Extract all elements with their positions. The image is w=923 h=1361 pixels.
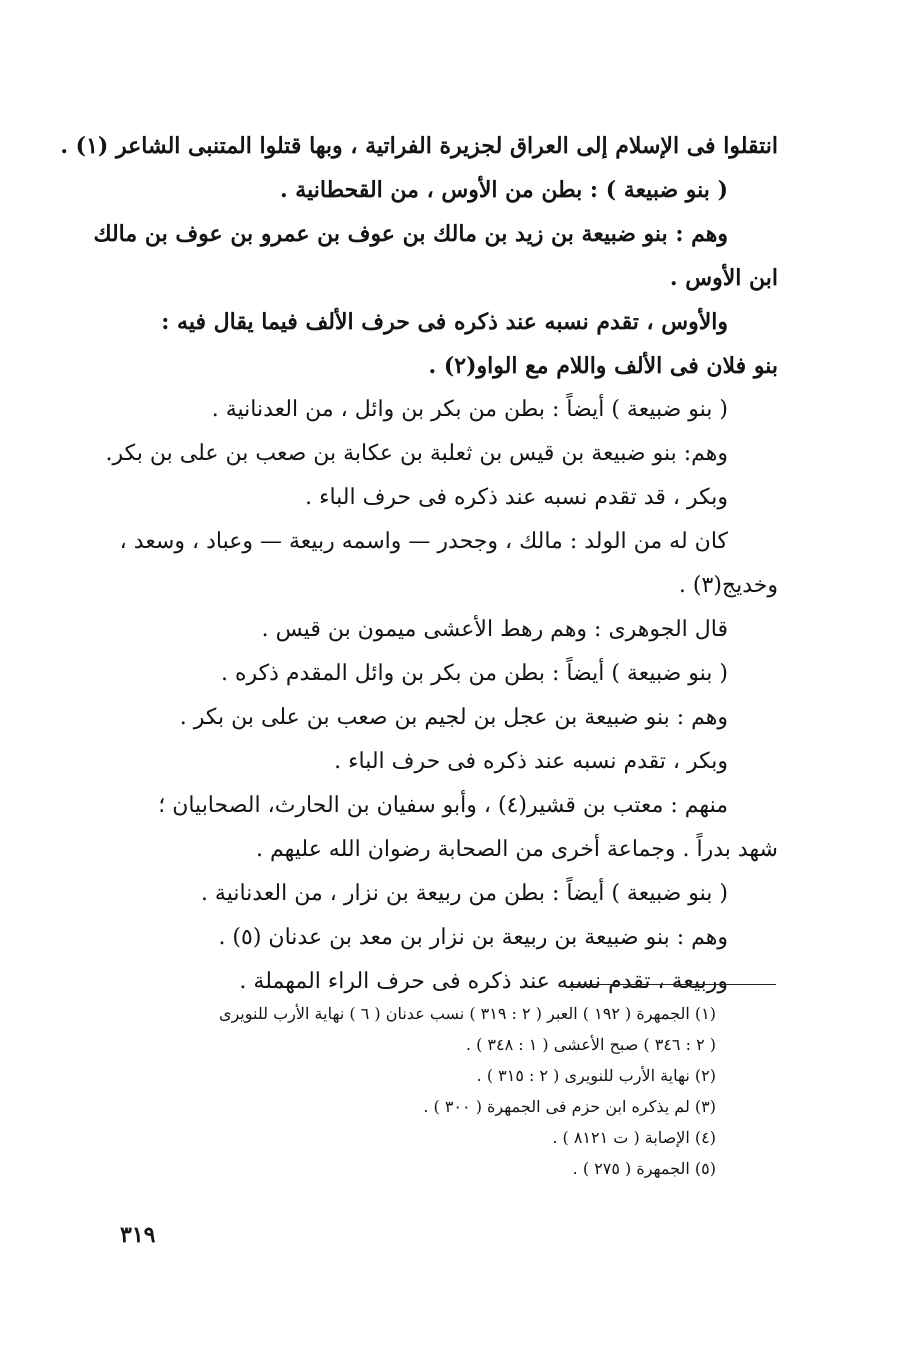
text-line: وربيعة ، تقدم نسبه عند ذكره فى حرف الراء المهملة . [239,969,728,994]
text-line: وبكر ، تقدم نسبه عند ذكره فى حرف الباء . [334,749,728,774]
footnote-line: (٢) نهاية الأرب للنويرى ( ٢ : ٣١٥ ) . [476,1066,716,1085]
text-line: ابن الأوس . [669,265,778,291]
footnote-line: (٤) الإصابة ( ت ٨١٢١ ) . [552,1128,716,1147]
text-line: شهد بدراً . وجماعة أخرى من الصحابة رضوان الله عليهم . [256,837,778,862]
text-line: ( بنو ضبيعة ) : بطن من الأوس ، من القحطانية . [279,177,728,203]
footnote-line: (٣) لم يذكره ابن حزم فى الجمهرة ( ٣٠٠ ) . [423,1097,716,1116]
footnote-separator [570,984,776,985]
footnotes [118,998,778,1184]
text-line: ( بنو ضبيعة ) أيضاً : بطن من بكر بن وائل المقدم ذكره . [220,661,728,686]
text-line: وهم : بنو ضبيعة بن عجل بن لجيم بن صعب بن على بن بكر . [179,705,728,730]
text-line: انتقلوا فى الإسلام إلى العراق لجزيرة الفراتية ، وبها قتلوا المتنبى الشاعر (١) . [60,133,778,159]
footnote-line: (١) الجمهرة ( ١٩٢ ) العبر ( ٢ : ٣١٩ ) نسب عدنان ( ٦ ) نهاية الأرب للنويرى [218,1004,716,1023]
text-line: وهم: بنو ضبيعة بن قيس بن ثعلبة بن عكابة بن صعب بن على بن بكر. [105,441,728,466]
footnote-line: (٥) الجمهرة ( ٢٧٥ ) . [572,1159,716,1178]
text-line: وخديج(٣) . [678,573,778,598]
text-line: والأوس ، تقدم نسبه عند ذكره فى حرف الألف فيما يقال فيه : [161,309,728,335]
page-number: ٣١٩ [120,1222,156,1248]
text-line: قال الجوهرى : وهم رهط الأعشى ميمون بن قيس . [261,617,728,642]
text-line: وبكر ، قد تقدم نسبه عند ذكره فى حرف الباء . [305,485,728,510]
text-line: وهم : بنو ضبيعة بن ربيعة بن نزار بن معد بن عدنان (٥) . [218,925,728,950]
text-line: وهم : بنو ضبيعة بن زيد بن مالك بن عوف بن عمرو بن عوف بن مالك [93,221,728,247]
text-line: ( بنو ضبيعة ) أيضاً : بطن من بكر بن وائل ، من العدنانية . [211,397,728,422]
main-text [60,124,778,1004]
text-line: بنو فلان فى الألف واللام مع الواو(٢) . [428,353,778,379]
text-line: كان له من الولد : مالك ، وجحدر — واسمه ربيعة — وعباد ، وسعد ، [119,529,728,554]
footnote-line: ( ٢ : ٣٤٦ ) صبح الأعشى ( ١ : ٣٤٨ ) . [465,1035,716,1054]
text-line: منهم : معتب بن قشير(٤) ، وأبو سفيان بن الحارث، الصحابيان ؛ [158,793,728,818]
text-line: ( بنو ضبيعة ) أيضاً : بطن من ربيعة بن نزار ، من العدنانية . [200,881,728,906]
